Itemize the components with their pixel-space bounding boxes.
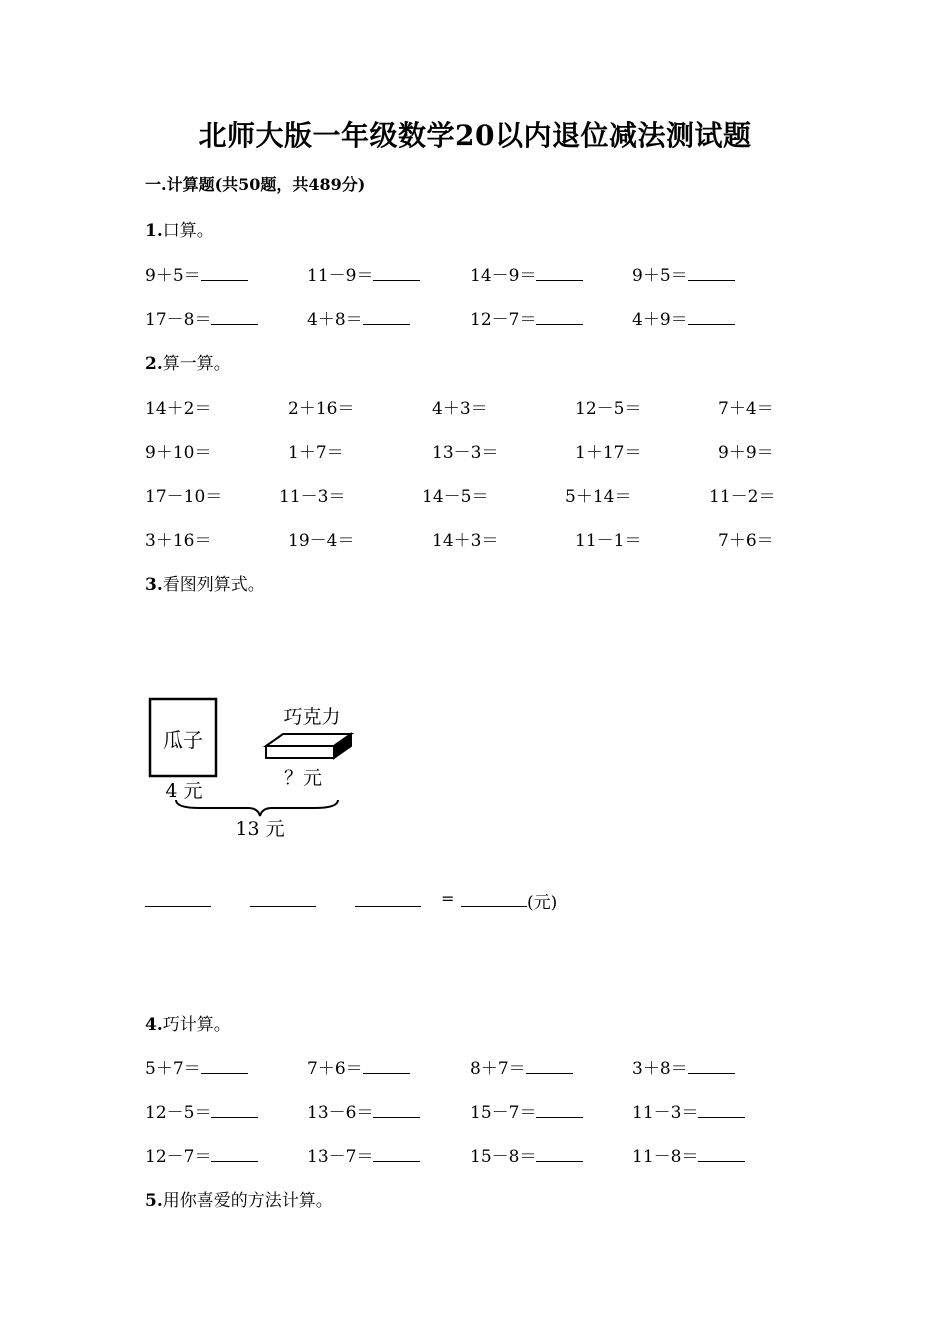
question-number: 1. xyxy=(145,221,163,241)
unit-label: (元) xyxy=(527,893,558,913)
box-label: 瓜子 xyxy=(163,728,203,752)
equals-sign: = xyxy=(441,889,455,908)
exercise-item: 3＋8＝ xyxy=(632,1054,735,1079)
bar-price: ？元 xyxy=(283,767,323,789)
exercise-item: 13－3＝ xyxy=(432,443,499,463)
answer-blank[interactable] xyxy=(145,906,211,907)
exercise-item: 4＋9＝ xyxy=(632,305,735,330)
exercise-item: 7＋6＝ xyxy=(307,1054,410,1079)
exercise-item: 9＋10＝ xyxy=(145,443,212,463)
answer-blank[interactable] xyxy=(698,1160,745,1162)
answer-blank[interactable] xyxy=(688,279,735,281)
exercise-item: 15－7＝ xyxy=(470,1098,583,1123)
question-text: 口算。 xyxy=(162,221,214,241)
question-text: 用你喜爱的方法计算。 xyxy=(162,1191,333,1211)
exercise-item: 14＋2＝ xyxy=(145,399,212,419)
exercise-item: 9＋5＝ xyxy=(632,261,735,286)
exercise-item: 9＋9＝ xyxy=(718,443,774,463)
exercise-item: 12－5＝ xyxy=(575,399,642,419)
question-number: 5. xyxy=(145,1191,163,1211)
answer-blank[interactable] xyxy=(688,1072,735,1074)
exercise-item: 12－5＝ xyxy=(145,1098,258,1123)
exercise-item: 17－8＝ xyxy=(145,305,258,330)
question-number: 3. xyxy=(145,575,163,595)
exercise-item: 7＋4＝ xyxy=(718,399,774,419)
box-price: 4 元 xyxy=(165,780,203,802)
answer-blank[interactable] xyxy=(373,1160,420,1162)
answer-blank[interactable] xyxy=(211,1116,258,1118)
exercise-item: 14＋3＝ xyxy=(432,531,499,551)
exercise-item: 11－3＝ xyxy=(279,487,346,507)
answer-blank[interactable] xyxy=(201,279,248,281)
answer-blank[interactable] xyxy=(536,323,583,325)
exercise-item: 5＋7＝ xyxy=(145,1054,248,1079)
price-figure xyxy=(140,690,370,850)
exercise-item: 4＋8＝ xyxy=(307,305,410,330)
answer-blank[interactable] xyxy=(536,1116,583,1118)
exercise-item: 11－2＝ xyxy=(709,487,776,507)
exercise-item: 5＋14＝ xyxy=(565,487,632,507)
exercise-item: 2＋16＝ xyxy=(288,399,355,419)
exercise-item: 12－7＝ xyxy=(470,305,583,330)
question-text: 算一算。 xyxy=(162,354,231,374)
answer-blank[interactable] xyxy=(373,1116,420,1118)
question-number: 4. xyxy=(145,1015,163,1035)
answer-blank[interactable] xyxy=(526,1072,573,1074)
answer-blank[interactable] xyxy=(536,1160,583,1162)
exercise-item: 1＋17＝ xyxy=(575,443,642,463)
exercise-item: 19－4＝ xyxy=(288,531,355,551)
answer-blank[interactable] xyxy=(363,1072,410,1074)
question-4 xyxy=(145,1010,231,1035)
exercise-item: 11－8＝ xyxy=(632,1142,745,1167)
question-2 xyxy=(145,349,231,374)
exercise-item: 4＋3＝ xyxy=(432,399,488,419)
question-5 xyxy=(145,1186,333,1211)
answer-blank[interactable] xyxy=(688,323,735,325)
answer-blank[interactable] xyxy=(211,323,258,325)
exercise-item: 1＋7＝ xyxy=(288,443,344,463)
exercise-item: 9＋5＝ xyxy=(145,261,248,286)
exercise-item: 8＋7＝ xyxy=(470,1054,573,1079)
answer-blank[interactable] xyxy=(536,279,583,281)
exercise-item: 7＋6＝ xyxy=(718,531,774,551)
question-3 xyxy=(145,570,265,595)
exercise-item: 14－9＝ xyxy=(470,261,583,286)
answer-blank[interactable] xyxy=(363,323,410,325)
exercise-item: 12－7＝ xyxy=(145,1142,258,1167)
answer-blank[interactable] xyxy=(355,906,421,907)
answer-blank[interactable] xyxy=(698,1116,745,1118)
answer-blank[interactable] xyxy=(211,1160,258,1162)
question-1 xyxy=(145,216,214,241)
question-text: 看图列算式。 xyxy=(162,575,265,595)
exercise-item: 3＋16＝ xyxy=(145,531,212,551)
question-text: 巧计算。 xyxy=(162,1015,231,1035)
exercise-item: 11－9＝ xyxy=(307,261,420,286)
brace xyxy=(176,800,338,816)
chocolate-bar-front xyxy=(266,746,334,758)
answer-blank[interactable] xyxy=(201,1072,248,1074)
answer-blank[interactable] xyxy=(461,906,527,907)
exercise-item: 11－1＝ xyxy=(575,531,642,551)
total-price: 13 元 xyxy=(235,818,285,840)
page-title: 北师大版一年级数学20以内退位减法测试题 xyxy=(198,119,752,152)
exercise-item: 14－5＝ xyxy=(422,487,489,507)
exercise-item: 15－8＝ xyxy=(470,1142,583,1167)
exercise-item: 13－7＝ xyxy=(307,1142,420,1167)
exercise-item: 13－6＝ xyxy=(307,1098,420,1123)
chocolate-bar-side xyxy=(334,734,351,758)
exercise-item: 17－10＝ xyxy=(145,487,223,507)
exercise-item: 11－3＝ xyxy=(632,1098,745,1123)
section-heading: 一.计算题(共50题，共489分) xyxy=(145,175,366,194)
answer-blank[interactable] xyxy=(250,906,316,907)
answer-blank[interactable] xyxy=(373,279,420,281)
question-number: 2. xyxy=(145,354,163,374)
bar-label: 巧克力 xyxy=(283,706,341,728)
